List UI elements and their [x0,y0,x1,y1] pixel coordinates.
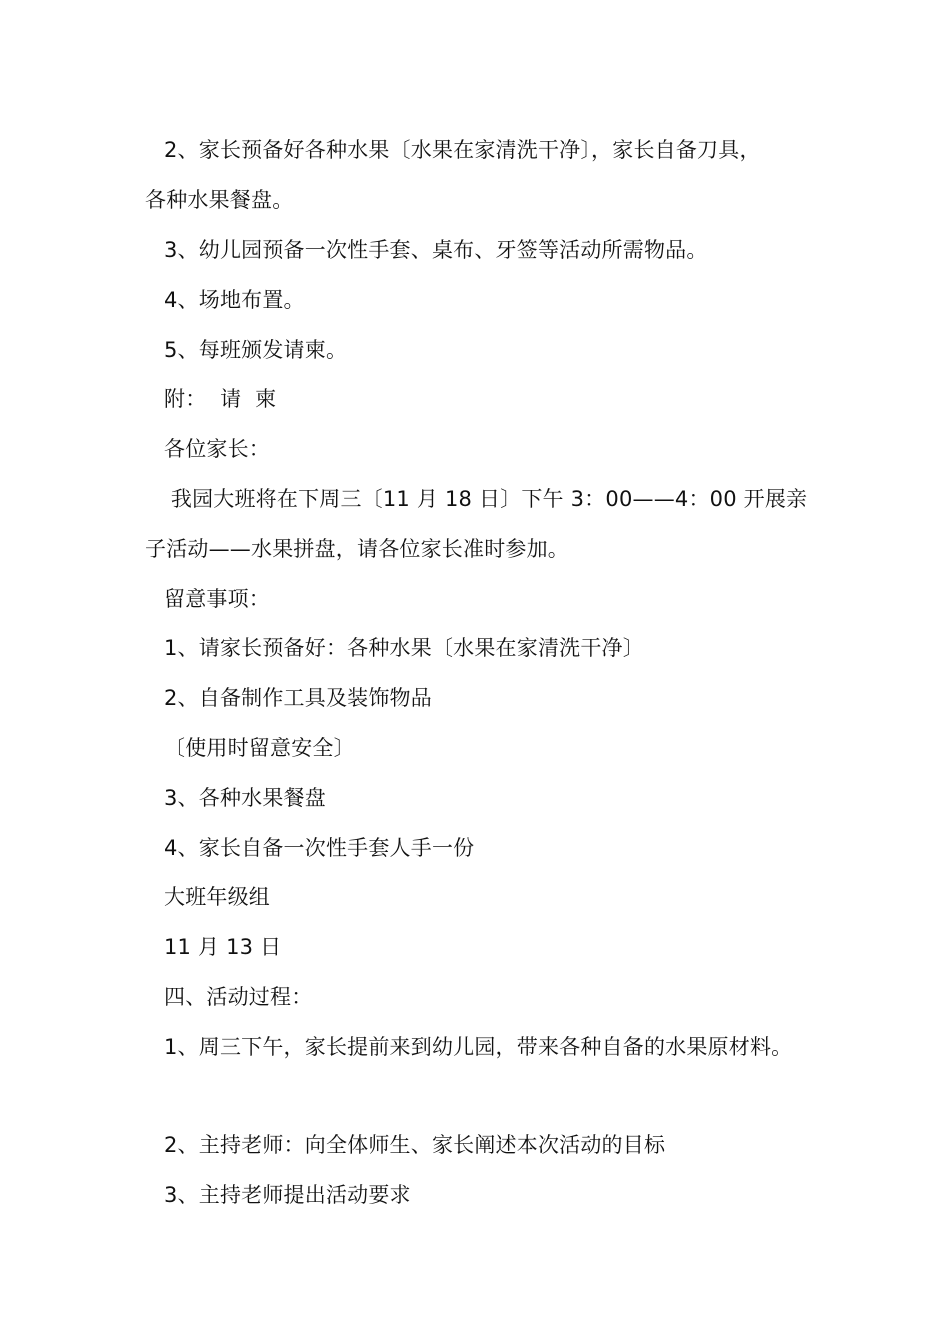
paragraph-line: 5、每班颁发请柬。 [164,338,348,362]
paragraph-line: 各种水果餐盘。 [145,188,294,212]
list-item: 3、各种水果餐盘 [164,786,326,810]
list-item: 2、主持老师：向全体师生、家长阐述本次活动的目标 [164,1133,666,1157]
signature-line: 大班年级组 [164,885,270,909]
list-item: 4、家长自备一次性手套人手一份 [164,836,475,860]
invitation-heading: 附： 请 柬 [164,387,277,411]
list-item: 2、自备制作工具及装饰物品 [164,686,432,710]
paragraph-line: 子活动——水果拼盘，请各位家长准时参加。 [145,537,569,561]
section-heading: 四、活动过程： [164,985,313,1009]
list-item: 1、周三下午，家长提前来到幼儿园，带来各种自备的水果原材料。 [164,1035,793,1059]
paragraph-line: 4、场地布置。 [164,288,305,312]
paragraph-line: 2、家长预备好各种水果〔水果在家清洗干净〕，家长自备刀具， [164,138,761,162]
note-line: 〔使用时留意安全〕 [164,736,355,760]
date-line: 11 月 13 日 [164,935,282,959]
list-item: 3、主持老师提出活动要求 [164,1183,411,1207]
list-item: 1、请家长预备好：各种水果〔水果在家清洗干净〕 [164,636,644,660]
section-heading: 留意事项： [164,587,270,611]
paragraph-line: 3、幼儿园预备一次性手套、桌布、牙签等活动所需物品。 [164,238,708,262]
paragraph-line: 我园大班将在下周三〔11 月 18 日〕下午 3：00——4：00 开展亲 [164,487,808,511]
salutation: 各位家长： [164,437,270,461]
